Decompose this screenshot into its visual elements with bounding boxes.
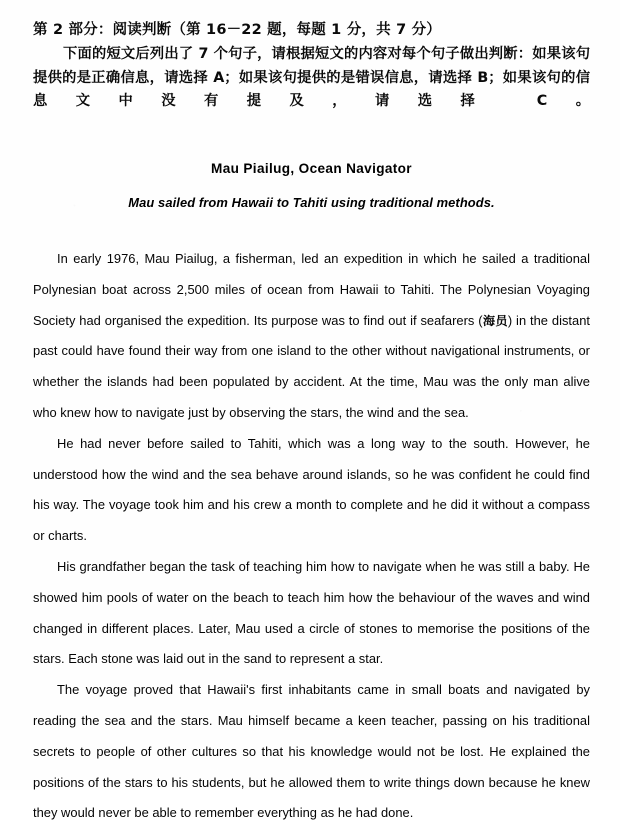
paragraph-3: His grandfather began the task of teaching him how to navigate when he was still a baby. He showed him pools of water on the beach to teach him how the behaviour of the waves and wind changed in different places. Later, Mau used a circle of stones to memorise the positions of the stars. Each stone was laid out in the sand to represent a star.: [33, 558, 590, 667]
paragraph-1: [33, 244, 590, 429]
passage-subtitle: Mau sailed from Hawaii to Tahiti using traditional methods.: [128, 195, 495, 210]
section-instructions: 下面的短文后列出了 7 个句子，请根据短文的内容对每个句子做出判断：如果该句提供的是正确信息，请选择 A；如果该句提供的是错误信息，请选择 B；如果该句的信息文中没有提及，请选择 C。: [33, 46, 590, 109]
paragraph-1-chinese-gloss: 海员: [482, 313, 508, 328]
passage-body: [33, 244, 590, 829]
paragraph-2: He had never before sailed to Tahiti, which was a long way to the south. However, he understood how the wind and the sea behave around islands, so he was confident he could find his way. The voyage took him and his crew a month to complete and he did it without a compass or charts.: [33, 435, 590, 544]
section-heading: 第 2 部分：阅读判断（第 16－22 题，每题 1 分，共 7 分）: [33, 22, 442, 38]
paragraph-1-text-after-gloss: ) in the distant past could have found their way from one island to the other without navigational instruments, or whether the islands had been populated by accident. At the time, Mau was the only man alive who knew how to navigate just by observing the stars, the wind and the sea.: [33, 312, 591, 420]
paragraph-1-text-before-gloss: In early 1976, Mau Piailug, a fisherman, led an expedition in which he sailed a traditional Polynesian boat across 2,500 miles of ocean from Hawaii to Tahiti. The Polynesian Voyaging Society had organised the expedition. Its purpose was to find out if seafarers (: [33, 251, 590, 328]
passage-title: Mau Piailug, Ocean Navigator: [211, 161, 412, 176]
document-content: [33, 0, 590, 829]
paragraph-4: The voyage proved that Hawaii's first inhabitants came in small boats and navigated by reading the sea and the stars. Mau himself became a keen teacher, passing on his traditional secrets to people of other cultures so that his knowledge would not be lost. He explained the positions of the stars to his students, but he allowed them to write things down because he knew they would never be able to remember everything as he had done.: [33, 682, 590, 821]
